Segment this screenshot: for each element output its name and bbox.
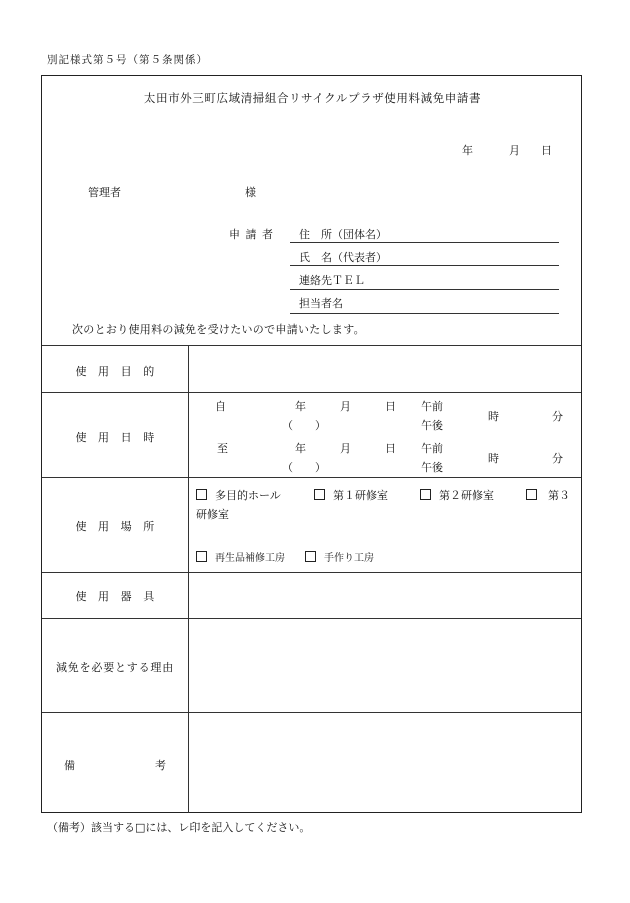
- checkbox[interactable]: [196, 551, 207, 562]
- form-number: 別記様式第５号（第５条関係）: [47, 54, 208, 66]
- contact-underline[interactable]: [290, 313, 559, 314]
- applicant-tel-label: 連絡先ＴＥＬ: [299, 274, 365, 287]
- from-pm[interactable]: 午後: [421, 419, 443, 432]
- place-label: 手作り工房: [324, 553, 374, 564]
- footer-note: （備考）該当する□には、レ印を記入してください。: [47, 821, 311, 834]
- place-label: 多目的ホール: [215, 489, 281, 502]
- to-minute[interactable]: 分: [552, 452, 563, 465]
- name-underline[interactable]: [290, 265, 559, 266]
- intro-text: 次のとおり使用料の減免を受けたいので申請いたします。: [72, 323, 365, 336]
- place-option-training-room-3[interactable]: [526, 487, 570, 503]
- place-option-training-room-2[interactable]: [420, 487, 494, 503]
- place-label: 第２研修室: [439, 489, 494, 502]
- applicant-contact-label: 担当者名: [299, 297, 343, 310]
- from-day[interactable]: 日: [385, 400, 396, 413]
- place-label: 再生品補修工房: [215, 553, 285, 564]
- to-hour[interactable]: 時: [488, 452, 499, 465]
- applicant-label: 申 請 者: [229, 228, 274, 241]
- row-label-reason: 減免を必要とする理由: [56, 661, 174, 674]
- from-year[interactable]: 年: [295, 400, 306, 413]
- purpose-input[interactable]: [189, 346, 580, 391]
- equipment-input[interactable]: [189, 573, 580, 617]
- from-minute[interactable]: 分: [552, 410, 563, 423]
- place-label: 第１研修室: [333, 489, 388, 502]
- from-am[interactable]: 午前: [421, 400, 443, 413]
- date-month: 月: [509, 144, 520, 157]
- row-label-place: 使 用 場 所: [75, 520, 155, 533]
- manager-label: 管理者: [88, 186, 121, 199]
- remarks-input[interactable]: [189, 713, 580, 812]
- to-month[interactable]: 月: [340, 442, 351, 455]
- row-label-remarks-left: 備: [64, 759, 75, 772]
- reason-input[interactable]: [189, 619, 580, 711]
- place-option-craft-workshop[interactable]: [305, 549, 374, 564]
- place-option-training-room-3-cont: 研修室: [196, 508, 229, 521]
- row-label-datetime: 使 用 日 時: [75, 431, 155, 444]
- to-weekday[interactable]: （ ）: [282, 461, 326, 474]
- tel-underline[interactable]: [290, 289, 559, 290]
- form-title: 太田市外三町広域清掃組合リサイクルプラザ使用料減免申請書: [143, 91, 482, 105]
- checkbox[interactable]: [305, 551, 316, 562]
- applicant-address-label: 住 所（団体名）: [299, 228, 387, 241]
- date-year: 年: [462, 144, 473, 157]
- place-option-repair-workshop[interactable]: [196, 549, 285, 564]
- to-year[interactable]: 年: [295, 442, 306, 455]
- row-divider: [42, 477, 581, 478]
- application-form: [41, 75, 582, 813]
- row-divider: [42, 392, 581, 393]
- to-day[interactable]: 日: [385, 442, 396, 455]
- from-month[interactable]: 月: [340, 400, 351, 413]
- to-pm[interactable]: 午後: [421, 461, 443, 474]
- checkbox[interactable]: [314, 489, 325, 500]
- from-weekday[interactable]: （ ）: [282, 419, 326, 432]
- checkbox[interactable]: [526, 489, 537, 500]
- from-hour[interactable]: 時: [488, 410, 499, 423]
- place-label: 第３: [548, 489, 570, 502]
- place-option-training-room-1[interactable]: [314, 487, 388, 503]
- date-day: 日: [541, 144, 552, 157]
- row-label-equipment: 使 用 器 具: [75, 590, 155, 603]
- row-label-remarks-right: 考: [155, 759, 166, 772]
- datetime-to-label: 至: [217, 442, 228, 455]
- place-option-multipurpose-hall[interactable]: [196, 487, 281, 503]
- honorific: 様: [245, 186, 256, 199]
- to-am[interactable]: 午前: [421, 442, 443, 455]
- checkbox[interactable]: [196, 489, 207, 500]
- datetime-from-label: 自: [215, 400, 226, 413]
- applicant-name-label: 氏 名（代表者）: [299, 251, 387, 264]
- row-label-purpose: 使 用 目 的: [75, 365, 155, 378]
- checkbox[interactable]: [420, 489, 431, 500]
- address-underline[interactable]: [290, 242, 559, 243]
